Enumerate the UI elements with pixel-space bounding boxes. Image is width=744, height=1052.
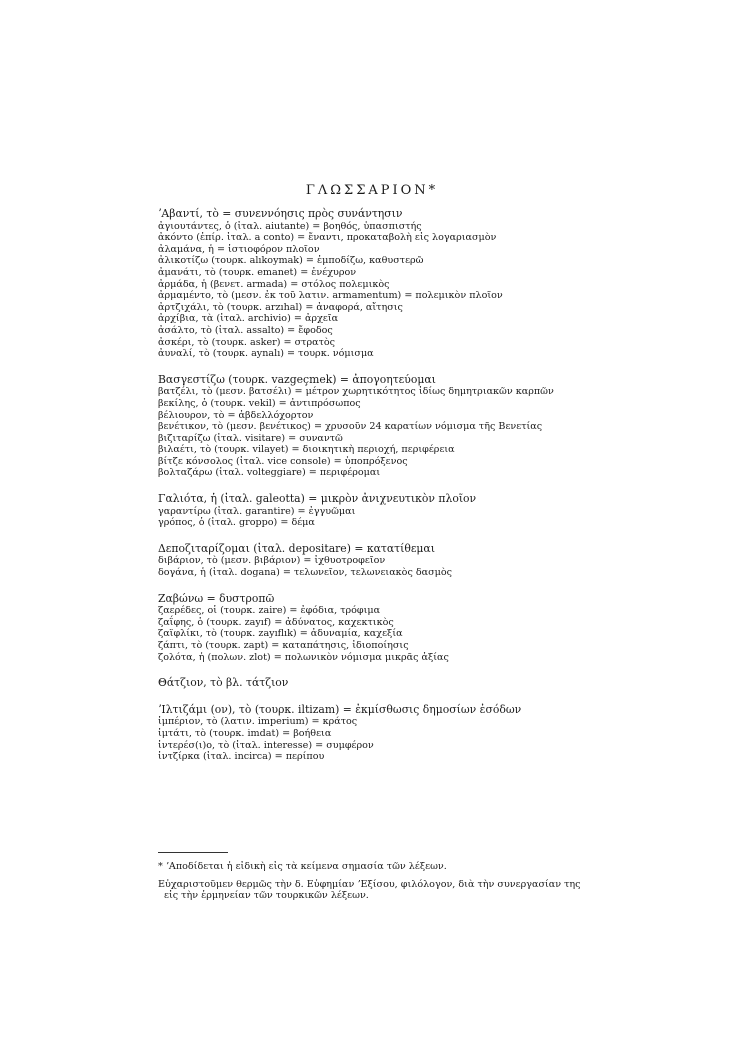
glossary-group xyxy=(158,374,598,479)
glossary-entry: ἀσκέρι, τὸ (τουρκ. asker) = στρατὸς xyxy=(158,336,336,348)
footnote-rule xyxy=(158,852,228,853)
glossary-entry: ἰμπέριον, τὸ (λατιν. imperium) = κράτος xyxy=(158,716,358,728)
glossary-entry: ἰντζίρκα (ἰταλ. incirca) = περίπου xyxy=(158,751,325,763)
glossary-entry: βενέτικον, τὸ (μεσν. βενέτικος) = χρυσοῦν 24 καρατίων νόμισμα τῆς Βενετίας xyxy=(158,421,543,433)
glossary-entry: Θάτζιον, τὸ βλ. τάτζιον xyxy=(158,676,289,690)
glossary-entry: ʼΑβαντί, τὸ = συνεννόησις πρὸς συνάντησιν xyxy=(158,207,403,220)
glossary-entry: ἰμτάτι, τὸ (τουρκ. imdat) = βοήθεια xyxy=(158,727,332,739)
glossary-group xyxy=(158,543,598,579)
glossary-entry: γαραντίρω (ἰταλ. garantire) = ἐγγυῶμαι xyxy=(158,505,356,517)
glossary-entry: βατζέλι, τὸ (μεσν. βατσέλι) = μέτρον χωρητικότητος ἰδίως δημητριακῶν καρπῶν xyxy=(158,386,554,398)
glossary-entry: ἀρχίβια, τὰ (ἰταλ. archivio) = ἀρχεῖα xyxy=(158,313,339,325)
glossary-entry: βιζιταρίζω (ἰταλ. visitare) = συναντῶ xyxy=(158,432,343,444)
glossary-group xyxy=(158,593,598,664)
glossary-entry: Βασγεστίζω (τουρκ. vazgeçmek) = ἀπογοητεύομαι xyxy=(158,372,436,386)
glossary-entry: ζαΐφης, ὁ (τουρκ. zayıf) = ἀδύνατος, καχεκτικὸς xyxy=(158,616,394,628)
glossary-group xyxy=(158,493,598,529)
glossary-entry: βιλαέτι, τὸ (τουρκ. vilayet) = διοικητικὴ περιοχή, περιφέρεια xyxy=(158,444,455,456)
glossary-group xyxy=(158,677,598,690)
footnote-note: * ʼΑποδίδεται ἡ εἰδικὴ εἰς τὰ κείμενα σημασία τῶν λέξεων. xyxy=(158,861,447,872)
glossary-entry: ζάπτι, τὸ (τουρκ. zapt) = καταπάτησις, ἰδιοποίησις xyxy=(158,640,409,651)
glossary-entry: ἀυναλί, τὸ (τουρκ. aynalı) = τουρκ. νόμισμα xyxy=(158,348,374,360)
glossary-entry: ἀρτζιχάλι, τὸ (τουρκ. arzıhal) = ἀναφορά, αἴτησις xyxy=(158,301,403,313)
footnotes xyxy=(158,861,598,902)
glossary-entry: βολταζάρω (ἰταλ. volteggiare) = περιφέρομαι xyxy=(158,467,381,479)
glossary-entry: γρόπος, ὁ (ἰταλ. groppo) = δέμα xyxy=(158,517,315,529)
footnote-thanks-line-1: Εὐχαριστοῦμεν θερμῶς τὴν δ. Εὐφημίαν ʼΕξίσου, φιλόλογον, διὰ τὴν συνεργασίαν της xyxy=(158,878,581,890)
glossary-entries xyxy=(158,208,598,777)
glossary-group xyxy=(158,208,598,360)
glossary-entry: ἰντερέσ(ι)ο, τὸ (ἰταλ. interesse) = συμφέρον xyxy=(158,739,374,751)
glossary-group xyxy=(158,704,598,763)
glossary-entry: ἀκόντο (ἐπίρ. ἰταλ. a conto) = ἔναντι, προκαταβολὴ εἰς λογαριασμὸν xyxy=(158,232,497,244)
glossary-entry: βίτζε κόνσολος (ἰταλ. vice console) = ὑποπρόξενος xyxy=(158,455,408,467)
glossary-entry: ἀρμάδα, ἡ (βενετ. armada) = στόλος πολεμικὸς xyxy=(158,278,390,290)
glossary-entry: βέλιουρον, τὸ = ἀβδελλόχορτον xyxy=(158,409,314,421)
glossary-entry: Γαλιότα, ἡ (ἰταλ. galeotta) = μικρὸν ἀνιχνευτικὸν πλοῖον xyxy=(158,492,477,506)
glossary-entry: ἀλικοτίζω (τουρκ. alıkoymak) = ἐμποδίζω, καθυστερῶ xyxy=(158,255,424,267)
footnote-thanks-line-2: εἰς τὴν ἑρμηνείαν τῶν τουρκικῶν λέξεων. xyxy=(164,890,369,902)
glossary-entry: ʼΙλτιζάμι (ον), τὸ (τουρκ. iltizam) = ἐκμίσθωσις δημοσίων ἐσόδων xyxy=(158,702,522,716)
glossary-entry: ζαϊφλίκι, τὸ (τουρκ. zayıflık) = ἀδυναμία, καχεξία xyxy=(158,628,403,640)
glossary-entry: ζολότα, ἡ (πολων. zlot) = πολωνικὸν νόμισμα μικρᾶς ἀξίας xyxy=(158,651,449,663)
glossary-entry: Ζαβώνω = δυστροπῶ xyxy=(158,591,275,605)
glossary-entry: ἀγιουτάντες, ὁ (ἰταλ. aiutante) = βοηθός, ὑπασπιστής xyxy=(158,220,422,232)
glossary-entry: δογάνα, ἡ (ἰταλ. dogana) = τελωνεῖον, τελωνειακὸς δασμὸς xyxy=(158,567,453,579)
page-title: ΓΛΩΣΣΑΡΙΟΝ* xyxy=(305,183,439,198)
glossary-entry: ἀρμαμέντο, τὸ (μεσν. ἐκ τοῦ λατιν. armamentum) = πολεμικὸν πλοῖον xyxy=(158,290,503,302)
glossary-entry: ἀσάλτο, τὸ (ἰταλ. assalto) = ἔφοδος xyxy=(158,324,333,336)
glossary-entry: βεκίλης, ὁ (τουρκ. vekil) = ἀντιπρόσωπος xyxy=(158,397,361,409)
glossary-entry: Δεποζιταρίζομαι (ἰταλ. depositare) = κατατίθεμαι xyxy=(158,541,435,555)
glossary-entry: ζαερέδες, οἱ (τουρκ. zaire) = ἐφόδια, τρόφιμα xyxy=(158,605,381,617)
glossary-entry: διβάριον, τὸ (μεσν. βιβάριον) = ἰχθυοτροφεῖον xyxy=(158,555,386,567)
glossary-entry: ἀλαμάνα, ἡ = ἱστιοφόρον πλοῖον xyxy=(158,243,320,255)
glossary-entry: ἀμανάτι, τὸ (τουρκ. emanet) = ἐνέχυρον xyxy=(158,266,357,278)
